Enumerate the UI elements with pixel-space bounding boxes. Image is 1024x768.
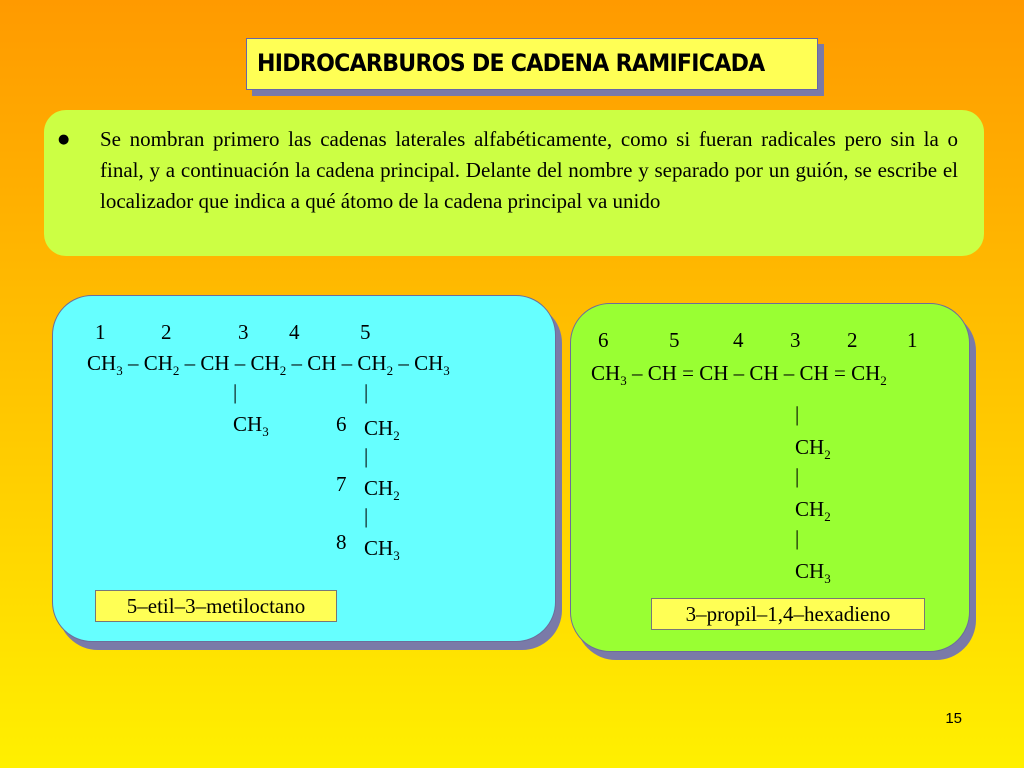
propyl-branch-c3: $CH_3$: [795, 559, 831, 586]
locant-6: 6: [336, 412, 347, 436]
rule-box: [44, 110, 984, 256]
slide-title: HIDROCARBUROS DE CADENA RAMIFICADA: [257, 49, 765, 77]
bond-line: |: [795, 402, 800, 426]
locant-2: 2: [161, 320, 172, 344]
bond-line: |: [364, 444, 369, 468]
ethyl-branch-c3: $CH_3$: [364, 536, 400, 563]
locant-3: 3: [238, 320, 249, 344]
locant-5: 5: [669, 328, 680, 352]
title-box: [246, 38, 818, 90]
locant-2: 2: [847, 328, 858, 352]
methyl-branch: $CH_3$: [233, 412, 269, 439]
page-number: 15: [945, 710, 962, 727]
bond-line: |: [795, 526, 800, 550]
locant-1: 1: [907, 328, 918, 352]
locant-4: 4: [733, 328, 744, 352]
main-chain-formula: $CH_3 - CH_2$ – CH – $CH_2$ – CH – $CH_2 - CH_3$: [87, 351, 450, 378]
main-chain-formula: $CH_3$ – CH = CH – CH – CH = $CH_2$: [591, 361, 887, 388]
compound-name-2: 3–propil–1,4–hexadieno: [651, 598, 925, 630]
ethyl-branch-c2: $CH_2$: [364, 476, 400, 503]
bond-line: |: [364, 380, 369, 404]
compound-name-1: 5–etil–3–metiloctano: [95, 590, 337, 622]
locant-6: 6: [598, 328, 609, 352]
locant-8: 8: [336, 530, 347, 554]
locant-7: 7: [336, 472, 347, 496]
locant-5: 5: [360, 320, 371, 344]
example-panel-octane: [52, 295, 556, 642]
bullet-dot-icon: ●: [58, 132, 70, 147]
propyl-branch-c1: $CH_2$: [795, 435, 831, 462]
example-panel-hexadiene: [570, 303, 970, 652]
rule-text: Se nombran primero las cadenas laterales alfabéticamente, como si fueran radicales pero sin la o final, y a continuación la cadena principal. Delante del nombre y separado por un guión, se escribe el localizador que indica a qué átomo de la cadena principal va unido: [100, 127, 958, 213]
propyl-branch-c2: $CH_2$: [795, 497, 831, 524]
bond-line: |: [795, 464, 800, 488]
ethyl-branch-c1: $CH_2$: [364, 416, 400, 443]
locant-3: 3: [790, 328, 801, 352]
locant-4: 4: [289, 320, 300, 344]
rule-paragraph: [58, 124, 958, 217]
locant-1: 1: [95, 320, 106, 344]
bond-line: |: [364, 504, 369, 528]
bond-line: |: [233, 380, 238, 404]
